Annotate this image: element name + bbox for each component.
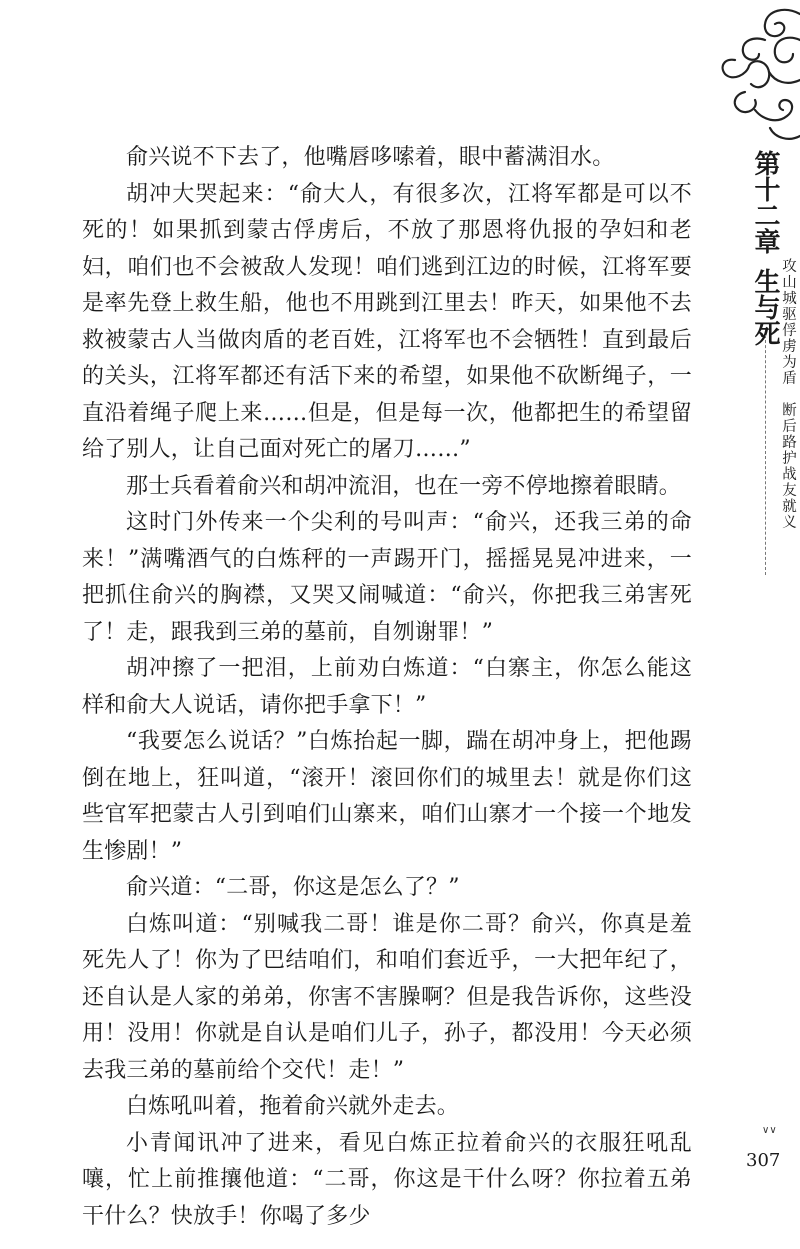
page-number: 307 [746, 1150, 781, 1171]
chapter-subtitle: 攻山城驱俘虏为盾 断后路护战友就义 [780, 258, 796, 530]
divider [765, 335, 766, 575]
paragraph: 俞兴道：“二哥，你这是怎么了？” [126, 875, 460, 900]
cloud-ornament-icon [715, 0, 800, 150]
page-marker: ∨∨ [762, 1125, 777, 1136]
chapter-number: 第十二章 [750, 150, 780, 254]
paragraph: 胡冲擦了一把泪，上前劝白炼道：“白寨主，你怎么能这样和俞大人说话，请你把手拿下！” [82, 656, 692, 718]
paragraph: 这时门外传来一个尖利的号叫声：“俞兴，还我三弟的命来！”满嘴酒气的白炼秤的一声踢开门，摇摇晃晃冲进来，一把抓住俞兴的胸襟，又哭又闹喊道：“俞兴，你把我三弟害死了！走，跟我到三弟的墓前，自刎谢罪！” [82, 510, 692, 645]
body-text [82, 140, 692, 1235]
paragraph: 胡冲大哭起来：“俞大人，有很多次，江将军都是可以不死的！如果抓到蒙古俘虏后，不放了那恩将仇报的孕妇和老妇，咱们也不会被敌人发现！咱们逃到江边的时候，江将军要是率先登上救生船，他也不用跳到江里去！昨天，如果他不去救被蒙古人当做肉盾的老百姓，江将军也不会牺牲！直到最后的关头，江将军都还有活下来的希望，如果他不砍断绳子，一直沿着绳子爬上来……但是，但是每一次，他都把生的希望留给了别人，让自己面对死亡的屠刀……” [82, 181, 692, 462]
paragraph: 俞兴说不下去了，他嘴唇哆嗦着，眼中蓄满泪水。 [126, 145, 615, 170]
chapter-title: 生与死 [750, 268, 780, 346]
paragraph: 白炼吼叫着，拖着俞兴就外走去。 [126, 1094, 460, 1119]
paragraph: 白炼叫道：“别喊我二哥！谁是你二哥？俞兴，你真是羞死先人了！你为了巴结咱们，和咱们套近乎，一大把年纪了，还自认是人家的弟弟，你害不害臊啊？但是我告诉你，这些没用！没用！你就是自认是咱们儿子，孙子，都没用！今天必须去我三弟的墓前给个交代！走！” [82, 911, 692, 1083]
paragraph: “我要怎么说话？”白炼抬起一脚，踹在胡冲身上，把他踢倒在地上，狂叫道，“滚开！滚回你们的城里去！就是你们这些官军把蒙古人引到咱们山寨来，咱们山寨才一个接一个地发生惨剧！” [82, 729, 692, 864]
paragraph: 那士兵看着俞兴和胡冲流泪，也在一旁不停地擦着眼睛。 [126, 473, 682, 499]
paragraph: 小青闻讯冲了进来，看见白炼正拉着俞兴的衣服狂吼乱嚷，忙上前推攘他道：“二哥，你这是干什么呀？你拉着五弟干什么？快放手！你喝了多少 [82, 1130, 692, 1229]
